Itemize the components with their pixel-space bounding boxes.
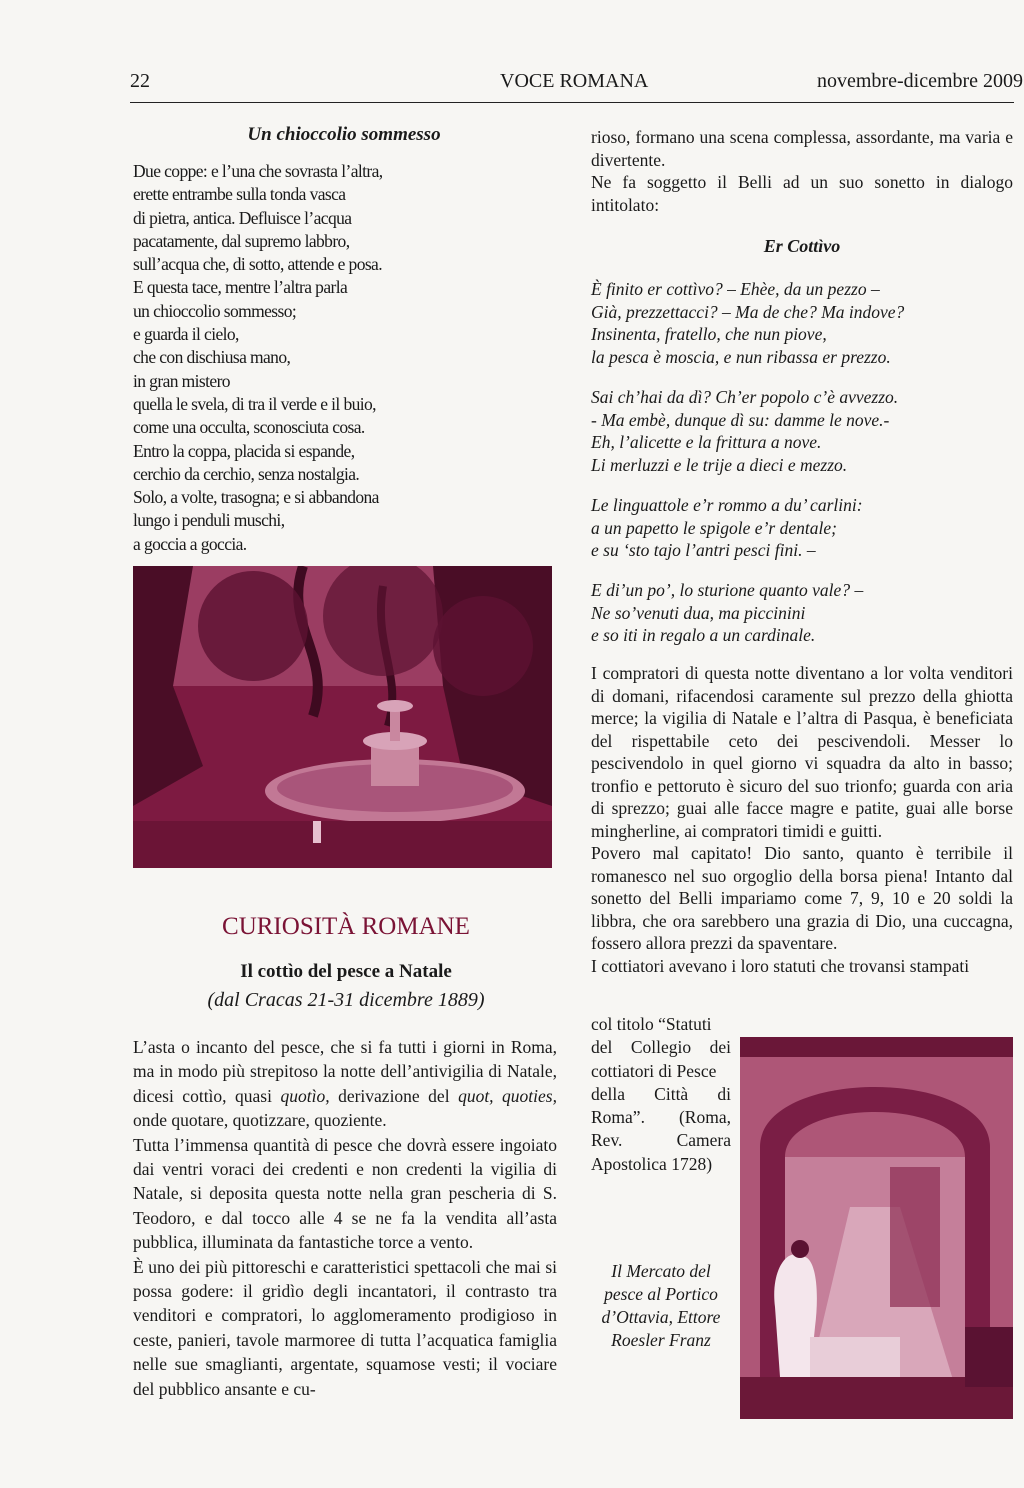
paragraph: L’asta o incanto del pesce, che si fa tutti i giorni in Roma, ma in modo più strepitoso la notte dell’antivigilia di Natale, dicesi cottìo, quasi quotìo, derivazione del quot, quoties, onde quotare, quotizzare, quoziente. [133, 1037, 557, 1131]
poem-line: che con dischiusa mano, [133, 347, 291, 368]
article-source: (dal Cracas 21-31 dicembre 1889) [207, 989, 485, 1011]
paragraph: I compratori di questa notte diventano a lor volta venditori di domani, rifacendosi caramente sul prezzo della ghiotta merce; la vigilia di Natale e l’altra di Pasqua, è beneficiata del rispettabile ceto dei pescivendoli. Messer lo pescivendolo in quel giorno vi squadra da alto in basso; tronfio e pettoruto è sicuro del suo trionfo; guarda con aria di sprezzo; guai alle facce magre e patite, guai alle borse mingherline, ai compratori timidi e guitti. [591, 663, 1013, 841]
market-painting [740, 1037, 1013, 1419]
poem-line: lungo i penduli muschi, [133, 510, 285, 531]
poem-line: e guarda il cielo, [133, 324, 239, 345]
text-line: Rev. Camera [591, 1130, 731, 1151]
paragraph: I cottiatori avevano i loro statuti che trovansi stampati [591, 955, 970, 976]
emphasis: quot, quoties, [458, 1085, 557, 1106]
verse: Sai ch’hai da dì? Ch’er popolo c’è avvezzo. [591, 387, 899, 407]
text-line: del Collegio dei [591, 1037, 731, 1058]
page-number: 22 [130, 70, 150, 92]
text-line: Apostolica 1728) [591, 1153, 713, 1174]
verse: E di’un po’, lo sturione quanto vale? – [591, 580, 864, 600]
article-body-right [591, 662, 1013, 977]
poem-line: Entro la coppa, placida si espande, [133, 440, 355, 461]
text-line: cottiatori di Pesce [591, 1060, 717, 1081]
poem-line: pacatamente, dal supremo labbro, [133, 230, 350, 251]
verse: Insinenta, fratello, che nun piove, [591, 324, 827, 344]
sonnet-stanza [591, 579, 1013, 647]
issue-date: novembre-dicembre 2009 [817, 70, 1024, 92]
paragraph: rioso, formano una scena complessa, assordante, ma varia e divertente. [591, 127, 1013, 170]
verse: Li merluzzi e le trije a dieci e mezzo. [591, 454, 848, 475]
verse: Eh, l’alicette e la frittura a nove. [591, 432, 822, 452]
text-line: col titolo “Statuti [591, 1014, 712, 1034]
verse: È finito er cottìvo? – Ehèe, da un pezzo – [591, 279, 880, 299]
verse: la pesca è moscia, e nun ribassa er prezzo. [591, 346, 891, 367]
poem-line: cerchio da cerchio, senza nostalgia. [133, 463, 360, 484]
poem-line: come una occulta, sconosciuta cosa. [133, 417, 365, 438]
poem-line: a goccia a goccia. [133, 533, 247, 554]
poem-title: Un chioccolio sommesso [247, 124, 441, 145]
image-caption: Il Mercato del pesce al Portico d’Ottavia, Ettore Roesler Franz [601, 1261, 721, 1350]
magazine-title: VOCE ROMANA [500, 70, 649, 92]
verse: - Ma embè, dunque dì su: damme le nove.- [591, 409, 890, 430]
verse: e su ‘sto tajo l’antri pesci fini. – [591, 540, 816, 560]
section-title: CURIOSITÀ ROMANE [222, 913, 470, 940]
statutes-text [591, 1013, 731, 1176]
verse: Ne so’venuti dua, ma piccinini [591, 602, 806, 623]
text-line: Roma”. (Roma, [591, 1107, 731, 1128]
paragraph: Povero mal capitato! Dio santo, quanto è terribile il romanesco nel suo orgoglio della borsa piena! Intanto dal sonetto del Belli impariamo come 7, 9, 10 e 20 soldi la libbra, che ora sarebbero una grazia di Dio, una cuccagna, fossero allora prezzi da spaventare. [591, 843, 1013, 953]
text-line: della Città di [591, 1083, 731, 1104]
poem-line: di pietra, antica. Defluisce l’acqua [133, 207, 352, 228]
sonnet-stanza [591, 494, 1013, 562]
poem-body [133, 160, 563, 556]
article-body-left [133, 1035, 557, 1401]
poem-line: E questa tace, mentre l’altra parla [133, 277, 348, 298]
verse: a un papetto le spigole e’r dentale; [591, 517, 837, 538]
header-rule [130, 102, 1014, 103]
poem-line: sull’acqua che, di sotto, attende e posa. [133, 254, 382, 275]
verse: e so iti in regalo a un cardinale. [591, 625, 816, 645]
paragraph: Ne fa soggetto il Belli ad un suo sonetto in dialogo intitolato: [591, 172, 1013, 215]
poem-line: Due coppe: e l’una che sovrasta l’altra, [133, 161, 383, 181]
poem-line: quella le svela, di tra il verde e il buio, [133, 393, 376, 414]
fountain-photo [133, 566, 552, 868]
article-body-right-top [591, 126, 1013, 216]
poem-line: un chioccolio sommesso; [133, 300, 297, 321]
poem-line: erette entrambe sulla tonda vasca [133, 184, 346, 205]
sonnet-title: Er Cottìvo [763, 236, 841, 256]
poem-line: in gran mistero [133, 370, 230, 391]
verse: Già, prezzettacci? – Ma de che? Ma indove? [591, 301, 905, 322]
sonnet-stanza [591, 278, 1013, 368]
paragraph: Tutta l’immensa quantità di pesce che dovrà essere ingoiato dai ventri voraci dei credenti e non credenti la vigilia di Natale, si deposita questa notte nella gran pescheria di S. Teodoro, e dal tocco alle 4 se ne fa la vendita all’asta pubblica, illuminata da fantastiche torce a vento. [133, 1134, 557, 1253]
sonnet-stanza [591, 386, 1013, 476]
emphasis: quotìo, [280, 1085, 330, 1106]
article-title: Il cottìo del pesce a Natale [240, 961, 452, 982]
poem-line: Solo, a volte, trasogna; e si abbandona [133, 487, 379, 508]
paragraph: È uno dei più pittoreschi e caratteristici spettacoli che mai si possa godere: il gridìo degli incantatori, il contrasto tra venditori e compratori, lo agglomeramento prodigioso in ceste, panieri, tavole marmoree di tutta l’acquatica famiglia nelle sue smaglianti, argentate, squamose vesti; il vociare del pubblico ansante e cu- [133, 1256, 557, 1399]
verse: Le linguattole e’r rommo a du’ carlini: [591, 495, 863, 515]
